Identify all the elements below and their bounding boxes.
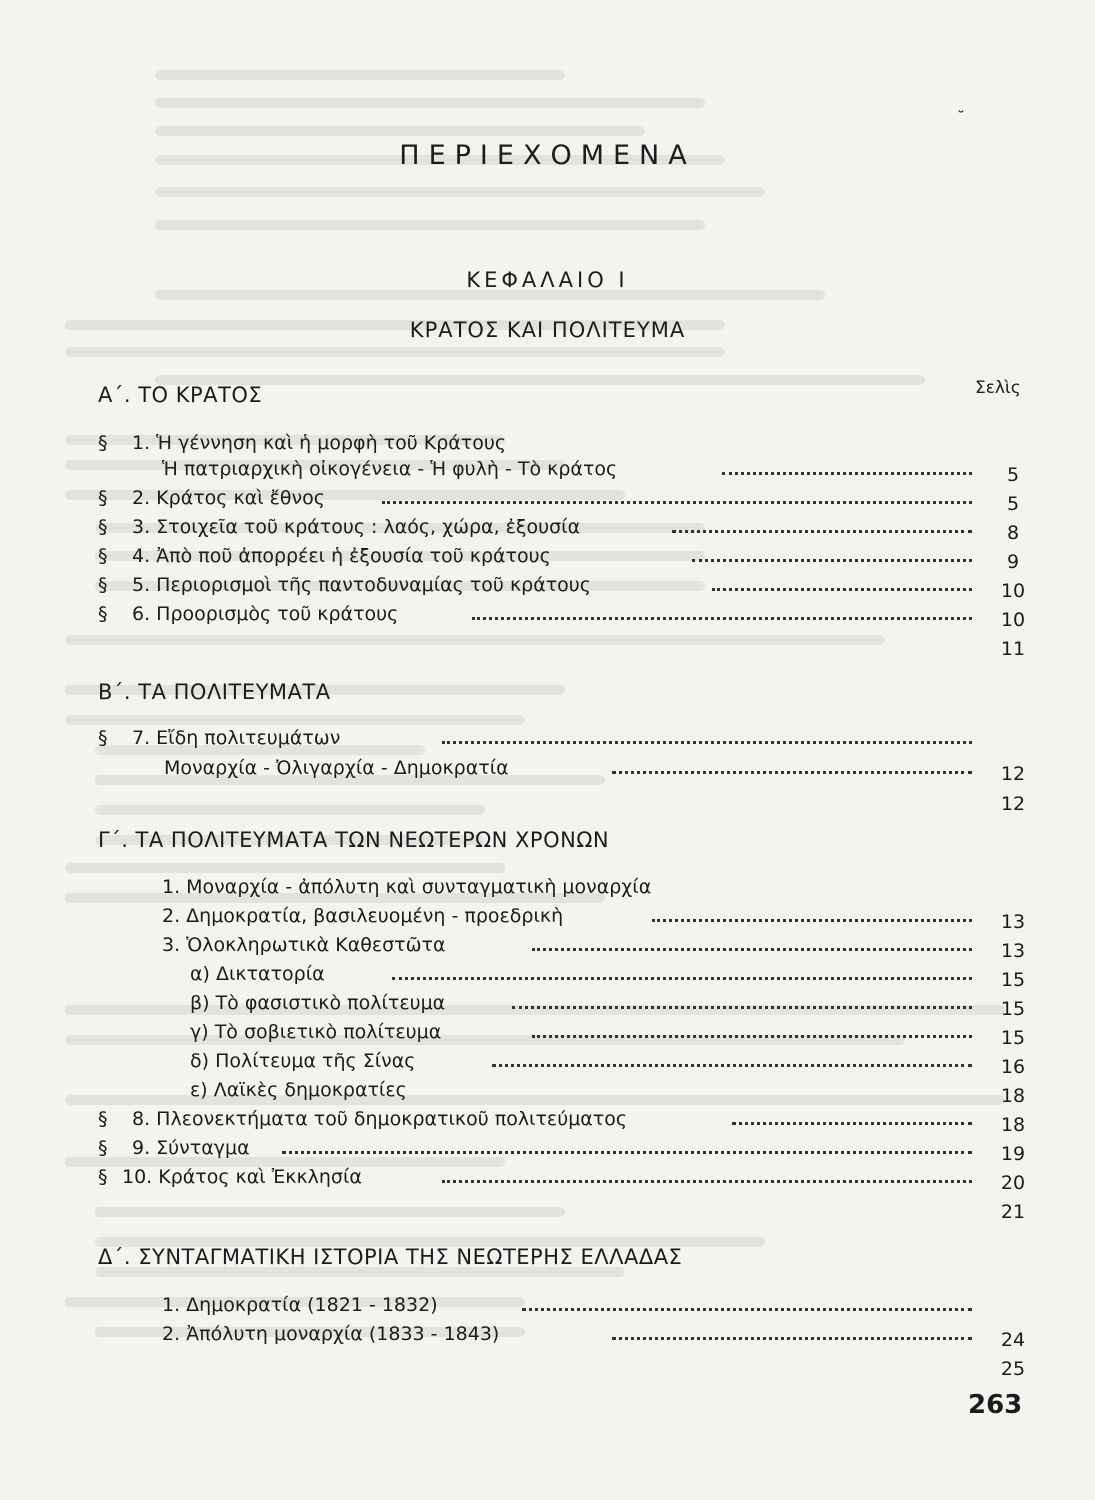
entry-text: 1. Δημοκρατία (1821 - 1832) — [162, 1294, 438, 1316]
page-number: 16 — [1000, 1056, 1026, 1078]
corner-mark: ˘ — [957, 108, 965, 127]
page-number: 13 — [1000, 911, 1026, 933]
dot-leader — [522, 1308, 972, 1311]
entry-text: 8. Πλεονεκτήματα τοῦ δημοκρατικοῦ πολιτεύματος — [132, 1108, 628, 1130]
dot-leader — [442, 1180, 972, 1183]
entry-text: 10. Κράτος καὶ Ἐκκλησία — [122, 1166, 362, 1188]
dot-leader — [722, 472, 972, 475]
entry-text: 6. Προορισμὸς τοῦ κράτους — [132, 603, 399, 625]
page-number: 18 — [1000, 1085, 1026, 1107]
page-number: 12 — [1000, 763, 1026, 785]
toc-entry — [0, 632, 1095, 660]
page-number: 15 — [1000, 1027, 1026, 1049]
section-sign: § — [98, 603, 108, 625]
entry-text: 5. Περιορισμοὶ τῆς παντοδυναμίας τοῦ κράτους — [132, 574, 591, 596]
dot-leader — [492, 1064, 972, 1067]
toc-entry — [0, 1021, 1095, 1049]
toc-entry — [0, 516, 1095, 544]
chapter-subtitle: ΚΡΑΤΟΣ ΚΑΙ ΠΟΛΙΤΕΥΜΑ — [409, 318, 686, 342]
section-sign: § — [98, 516, 108, 538]
entry-text: 7. Εἴδη πολιτευμάτων — [132, 727, 341, 749]
page-number: 9 — [1006, 551, 1020, 573]
section-sign: § — [98, 487, 108, 509]
toc-entry — [0, 1195, 1095, 1223]
entry-text: Μοναρχία - Ὀλιγαρχία - Δημοκρατία — [164, 757, 509, 779]
entry-text: Ἡ πατριαρχικὴ οἰκογένεια - Ἡ φυλὴ - Τὸ κράτος — [162, 458, 618, 480]
toc-entry — [0, 432, 1095, 460]
dot-leader — [392, 977, 972, 980]
dot-leader — [612, 1337, 972, 1340]
section-sign: § — [98, 545, 108, 567]
toc-entry — [0, 487, 1095, 515]
toc-entry — [0, 787, 1095, 815]
toc-entry — [0, 992, 1095, 1020]
toc-entry — [0, 1079, 1095, 1107]
toc-entry — [0, 603, 1095, 631]
toc-entry — [0, 963, 1095, 991]
dot-leader — [282, 1151, 972, 1154]
page-number: 20 — [1000, 1172, 1026, 1194]
dot-leader — [652, 919, 972, 922]
toc-entry — [0, 1294, 1095, 1322]
page-number: 8 — [1006, 522, 1020, 544]
entry-text: 3. Ὁλοκληρωτικὰ Καθεστῶτα — [162, 934, 446, 956]
entry-text: 3. Στοιχεῖα τοῦ κράτους : λαός, χώρα, ἐξουσία — [132, 516, 581, 538]
page-number: 12 — [1000, 793, 1026, 815]
section-sign: § — [98, 727, 108, 749]
page-number: 11 — [1000, 638, 1026, 660]
dot-leader — [532, 948, 972, 951]
page-number: 10 — [1000, 609, 1026, 631]
toc-entry — [0, 934, 1095, 962]
dot-leader — [672, 530, 972, 533]
entry-text: γ) Τὸ σοβιετικὸ πολίτευμα — [190, 1021, 442, 1043]
section-sign: § — [98, 574, 108, 596]
toc-entry — [0, 574, 1095, 602]
page-folio: 263 — [968, 1390, 1023, 1420]
toc-entry — [0, 1166, 1095, 1194]
toc-entry — [0, 876, 1095, 904]
page-number: 21 — [1000, 1201, 1026, 1223]
page-number: 15 — [1000, 998, 1026, 1020]
dot-leader — [712, 588, 972, 591]
page-number: 15 — [1000, 969, 1026, 991]
toc-entry — [0, 458, 1095, 486]
section-heading: Α΄. ΤΟ ΚΡΑΤΟΣ — [98, 383, 263, 407]
section-heading: Δ΄. ΣΥΝΤΑΓΜΑΤΙΚΗ ΙΣΤΟΡΙΑ ΤΗΣ ΝΕΩΤΕΡΗΣ ΕΛΛΑΔΑΣ — [98, 1245, 683, 1269]
chapter-label: ΚΕΦΑΛΑΙΟ Ι — [466, 268, 629, 292]
section-sign: § — [98, 1137, 108, 1159]
dot-leader — [382, 501, 972, 504]
section-sign: § — [98, 432, 108, 454]
dot-leader — [732, 1122, 972, 1125]
toc-entry — [0, 1137, 1095, 1165]
dot-leader — [612, 771, 972, 774]
dot-leader — [512, 1006, 972, 1009]
section-heading: Γ΄. ΤΑ ΠΟΛΙΤΕΥΜΑΤΑ ΤΩΝ ΝΕΩΤΕΡΩΝ ΧΡΟΝΩΝ — [98, 828, 610, 852]
page-number: 24 — [1000, 1329, 1026, 1351]
toc-entry — [0, 1323, 1095, 1351]
toc-entry — [0, 1108, 1095, 1136]
entry-text: 2. Κράτος καὶ ἔθνος — [132, 487, 325, 509]
toc-entry — [0, 1352, 1095, 1380]
page-number: 25 — [1000, 1358, 1026, 1380]
dot-leader — [442, 741, 972, 744]
section-sign: § — [98, 1108, 108, 1130]
dot-leader — [472, 617, 972, 620]
toc-entry — [0, 727, 1095, 755]
dot-leader — [532, 1035, 972, 1038]
entry-text: 2. Ἀπόλυτη μοναρχία (1833 - 1843) — [162, 1323, 500, 1345]
entry-text: 1. Ἡ γέννηση καὶ ἡ μορφὴ τοῦ Κράτους — [132, 432, 506, 454]
page-number: 18 — [1000, 1114, 1026, 1136]
entry-text: 1. Μοναρχία - ἀπόλυτη καὶ συνταγματικὴ μοναρχία — [162, 876, 652, 898]
entry-text: ε) Λαϊκὲς δημοκρατίες — [190, 1079, 407, 1101]
toc-entry — [0, 905, 1095, 933]
page-number: 5 — [1006, 464, 1020, 486]
page-number: 10 — [1000, 580, 1026, 602]
entry-text: β) Τὸ φασιστικὸ πολίτευμα — [190, 992, 446, 1014]
page-number: 19 — [1000, 1143, 1026, 1165]
page-column-label: Σελὶς — [975, 378, 1021, 398]
entry-text: α) Δικτατορία — [190, 963, 325, 985]
page-number: 13 — [1000, 940, 1026, 962]
toc-entry — [0, 1050, 1095, 1078]
entry-text: δ) Πολίτευμα τῆς Σίνας — [190, 1050, 416, 1072]
page-title: ΠΕΡΙΕΧΟΜΕΝΑ — [399, 140, 696, 171]
entry-text: 9. Σύνταγμα — [132, 1137, 250, 1159]
page-number: 5 — [1006, 493, 1020, 515]
dot-leader — [692, 559, 972, 562]
entry-text: 4. Ἀπὸ ποῦ ἀπορρέει ἡ ἐξουσία τοῦ κράτους — [132, 545, 551, 567]
entry-text: 2. Δημοκρατία, βασιλευομένη - προεδρικὴ — [162, 905, 564, 927]
section-heading: Β΄. ΤΑ ΠΟΛΙΤΕΥΜΑΤΑ — [98, 680, 331, 704]
section-sign: § — [98, 1166, 108, 1188]
toc-entry — [0, 757, 1095, 785]
toc-entry — [0, 545, 1095, 573]
